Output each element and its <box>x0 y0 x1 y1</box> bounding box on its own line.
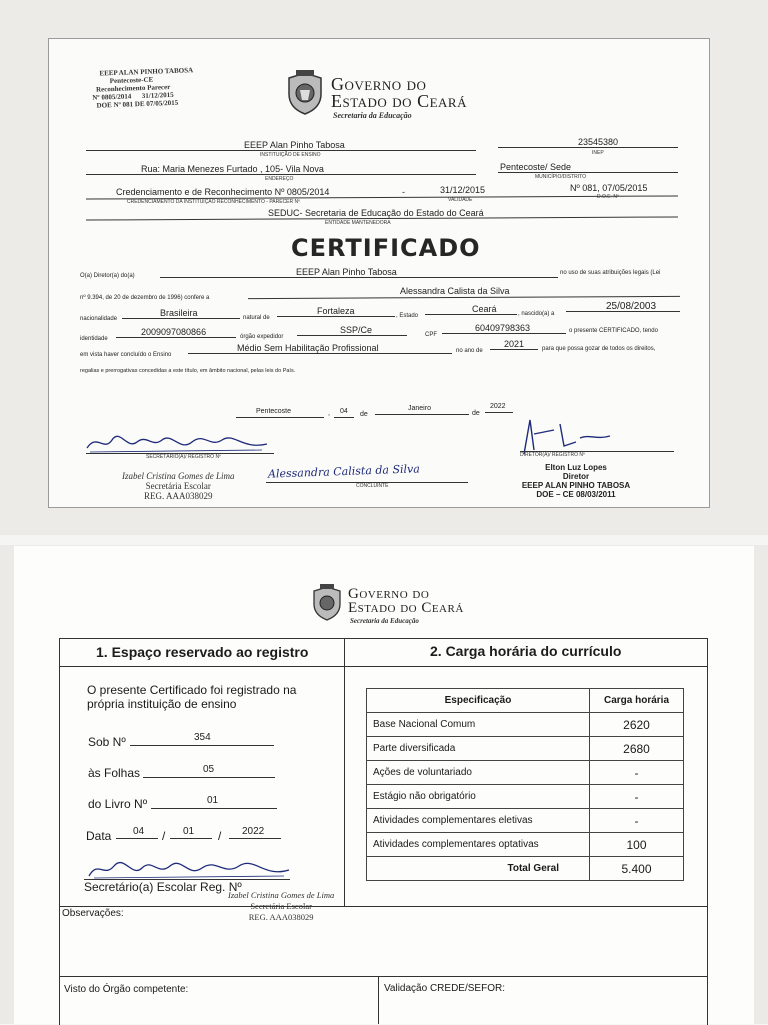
recognition-stamp <box>91 66 194 110</box>
underline <box>130 745 274 746</box>
underline <box>375 414 469 415</box>
underline <box>86 150 476 151</box>
completion-year: 2021 <box>504 339 525 349</box>
date-slash: / <box>218 829 222 843</box>
stamp-line: Reconhecimento Parecer <box>95 83 171 94</box>
body-text: natural de <box>243 315 270 321</box>
education-level: Médio Sem Habilitação Profissional <box>237 343 379 353</box>
entity-label: ENTIDADE MANTENEDORA <box>325 220 391 226</box>
validity-label: VALIDADE <box>448 197 473 203</box>
underline <box>229 838 281 839</box>
divider <box>344 638 345 906</box>
address-label: ENDEREÇO <box>265 176 294 182</box>
secretaria-label: Secretaria da Educação <box>333 111 412 120</box>
divider <box>59 666 707 667</box>
total-value: 5.400 <box>590 857 684 881</box>
director-stamp <box>516 463 636 499</box>
inep-label: INEP <box>592 150 604 156</box>
doe-label: D.O.E. Nº <box>597 194 619 200</box>
body-text: em vista haver concluído o Ensino <box>80 352 172 358</box>
hours-cell: 2680 <box>590 737 684 761</box>
underline <box>566 311 680 312</box>
stamp-line: Izabel Cristina Gomes de Lima <box>122 471 235 481</box>
underline <box>122 318 240 319</box>
table-row <box>367 809 684 833</box>
validity-date: 31/12/2015 <box>440 185 486 195</box>
body-text: CPF <box>425 332 437 338</box>
hours-cell: - <box>590 785 684 809</box>
id-issuer: SSP/Ce <box>340 325 373 335</box>
underline <box>498 147 678 148</box>
school-address: Rua: Maria Menezes Furtado , 105- Vila Nova <box>141 164 324 174</box>
stamp-line: REG. AAA038029 <box>143 491 213 501</box>
spec-cell: Parte diversificada <box>367 737 590 761</box>
director-label: DIRETOR(A)/ REGISTRO Nº <box>520 452 585 458</box>
stamp-line: Izabel Cristina Gomes de Lima <box>228 890 335 900</box>
observations-label: Observações: <box>62 908 124 919</box>
doe-number: Nº 081, 07/05/2015 <box>570 183 648 193</box>
stamp-line: EEEP ALAN PINHO TABOSA <box>521 481 631 490</box>
issue-year: 2022 <box>490 403 506 410</box>
stamp-line: Diretor <box>562 472 590 481</box>
hours-cell: - <box>590 761 684 785</box>
coat-of-arms-icon <box>310 584 344 622</box>
school-label: INSTITUIÇÃO DE ENSINO <box>260 152 321 158</box>
table-row <box>367 761 684 785</box>
stamp-line: REG. AAA038029 <box>248 912 314 922</box>
underline <box>116 337 236 338</box>
stamp-line: Secretária Escolar <box>250 901 312 911</box>
livro-value: 01 <box>207 795 219 806</box>
stamp-line: 31/12/2015 <box>141 90 174 101</box>
secretaria-label: Secretaria da Educação <box>350 617 419 625</box>
underline <box>425 314 517 315</box>
director-school: EEEP Alan Pinho Tabosa <box>296 267 397 277</box>
nationality: Brasileira <box>160 308 198 318</box>
table-header: Especificação <box>367 689 590 713</box>
divider <box>378 976 379 1024</box>
graduate-signature: Alessandra Calista da Silva <box>267 462 421 481</box>
visto-label: Visto do Órgão competente: <box>64 984 189 995</box>
underline <box>188 353 452 354</box>
total-label: Total Geral <box>367 857 590 881</box>
validacao-label: Validação CREDE/SEFOR: <box>384 983 505 994</box>
issue-place: Pentecoste <box>256 408 292 415</box>
body-text: nº 9.394, de 20 de dezembro de 1996) confere a <box>80 295 210 301</box>
underline <box>116 838 158 839</box>
body-text: o presente CERTIFICADO, tendo <box>569 328 658 334</box>
spec-cell: Atividades complementares eletivas <box>367 809 590 833</box>
date-slash: / <box>162 829 166 843</box>
underline <box>151 808 277 809</box>
graduate-label: CONCLUINTE <box>356 483 389 489</box>
stamp-line: Pentecoste-CE <box>109 75 154 86</box>
cpf-number: 60409798363 <box>475 323 531 333</box>
spec-cell: Base Nacional Comum <box>367 713 590 737</box>
certificate-title: CERTIFICADO <box>291 234 481 262</box>
table-row <box>367 713 684 737</box>
data-day: 04 <box>133 826 145 837</box>
state: Ceará <box>472 304 497 314</box>
body-text: no uso de suas atribuições legais (Lei <box>560 270 661 276</box>
inep-code: 23545380 <box>578 137 619 147</box>
body-text: , nascido(a) a <box>518 311 555 317</box>
stamp-line: DOE Nº 081 DE 07/05/2015 <box>96 98 179 110</box>
body-text: , Estado <box>396 313 419 319</box>
table-row <box>367 737 684 761</box>
underline <box>334 417 354 418</box>
city-district: Pentecoste/ Sede <box>500 162 572 172</box>
body-text: no ano de <box>456 348 483 354</box>
stamp-line: Elton Luz Lopes <box>545 463 607 472</box>
divider <box>59 976 707 977</box>
section2-title: 2. Carga horária do currículo <box>430 643 622 659</box>
underline <box>490 349 538 350</box>
accreditation: Credenciamento e de Reconhecimento Nº 0805/2014 <box>116 187 330 197</box>
date-de: de <box>360 411 368 418</box>
underline <box>442 333 566 334</box>
section1-title: 1. Espaço reservado ao registro <box>96 644 309 660</box>
hours-cell: - <box>590 809 684 833</box>
table-header-row <box>367 689 684 713</box>
stamp-line: DOE – CE 08/03/2011 <box>536 490 616 499</box>
underline <box>498 172 678 173</box>
underline <box>277 316 395 317</box>
table-row <box>367 833 684 857</box>
underline <box>143 777 275 778</box>
data-month: 01 <box>183 826 195 837</box>
folhas-value: 05 <box>203 764 215 775</box>
student-name: Alessandra Calista da Silva <box>400 286 510 296</box>
folhas-label: às Folhas <box>88 766 141 780</box>
gov-title-line1: Governo do <box>331 74 427 94</box>
body-text: O(a) Diretor(a) do(a) <box>80 273 135 279</box>
stamp-line: Secretária Escolar <box>145 481 211 491</box>
secretary-stamp <box>122 471 235 501</box>
stamp-line: Nº 0805/2014 <box>92 92 132 102</box>
livro-label: do Livro Nº <box>88 797 148 811</box>
dash: - <box>402 187 405 197</box>
coat-of-arms-icon <box>284 70 326 116</box>
body-text: identidade <box>80 336 108 342</box>
divider <box>59 906 707 907</box>
secretary-label: SECRETÁRIO(A)/ REGISTRO Nº <box>146 454 221 460</box>
body-text: regalias e prerrogativas concedidas a este título, em âmbito nacional, pelas leis do País. <box>80 368 296 374</box>
body-text: para que possa gozar de todos os direitos, <box>542 346 656 352</box>
underline <box>170 838 212 839</box>
sob-value: 354 <box>194 732 211 743</box>
secretary-reg-label: Secretário(a) Escolar Reg. Nº <box>84 880 242 894</box>
gov-title-line1: Governo do <box>348 586 430 602</box>
stamp-line: EEEP ALAN PINHO TABOSA <box>99 66 194 78</box>
table-row <box>367 785 684 809</box>
issue-day: 04 <box>340 408 348 415</box>
underline <box>86 174 476 175</box>
data-year: 2022 <box>242 826 265 837</box>
underline <box>297 335 407 336</box>
city-label: MUNICÍPIO/DISTRITO <box>535 174 587 180</box>
secretary-stamp <box>228 890 334 923</box>
underline <box>160 277 558 278</box>
hours-cell: 100 <box>590 833 684 857</box>
body-text: nacionalidade <box>80 316 118 322</box>
school-name: EEEP Alan Pinho Tabosa <box>244 140 345 150</box>
registry-intro: O presente Certificado foi registrado na própria instituição de ensino <box>87 683 297 711</box>
table-header: Carga horária <box>590 689 684 713</box>
gov-title-line2: Estado do Ceará <box>331 91 467 111</box>
id-number: 2009097080866 <box>141 327 207 337</box>
hours-cell: 2620 <box>590 713 684 737</box>
sob-label: Sob Nº <box>88 735 126 749</box>
maintaining-entity: SEDUC- Secretaria de Educação do Estado do Ceará <box>268 208 484 218</box>
issue-month: Janeiro <box>408 405 431 412</box>
body-text: órgão expedidor <box>240 334 284 340</box>
curriculum-hours-table <box>366 688 684 881</box>
underline <box>485 412 513 413</box>
spec-cell: Atividades complementares optativas <box>367 833 590 857</box>
table-total-row <box>367 857 684 881</box>
date-de: de <box>472 410 480 417</box>
gov-title-line2: Estado do Ceará <box>348 600 464 616</box>
spec-cell: Ações de voluntariado <box>367 761 590 785</box>
data-label: Data <box>86 829 112 843</box>
birthplace: Fortaleza <box>317 306 355 316</box>
underline <box>236 417 324 418</box>
accreditation-label: CREDENCIAMENTO DA INSTITUIÇÃO RECONHECIMENTO - PARECER Nº <box>127 199 300 205</box>
separator: , <box>328 410 330 417</box>
spec-cell: Estágio não obrigatório <box>367 785 590 809</box>
birth-date: 25/08/2003 <box>606 301 657 312</box>
